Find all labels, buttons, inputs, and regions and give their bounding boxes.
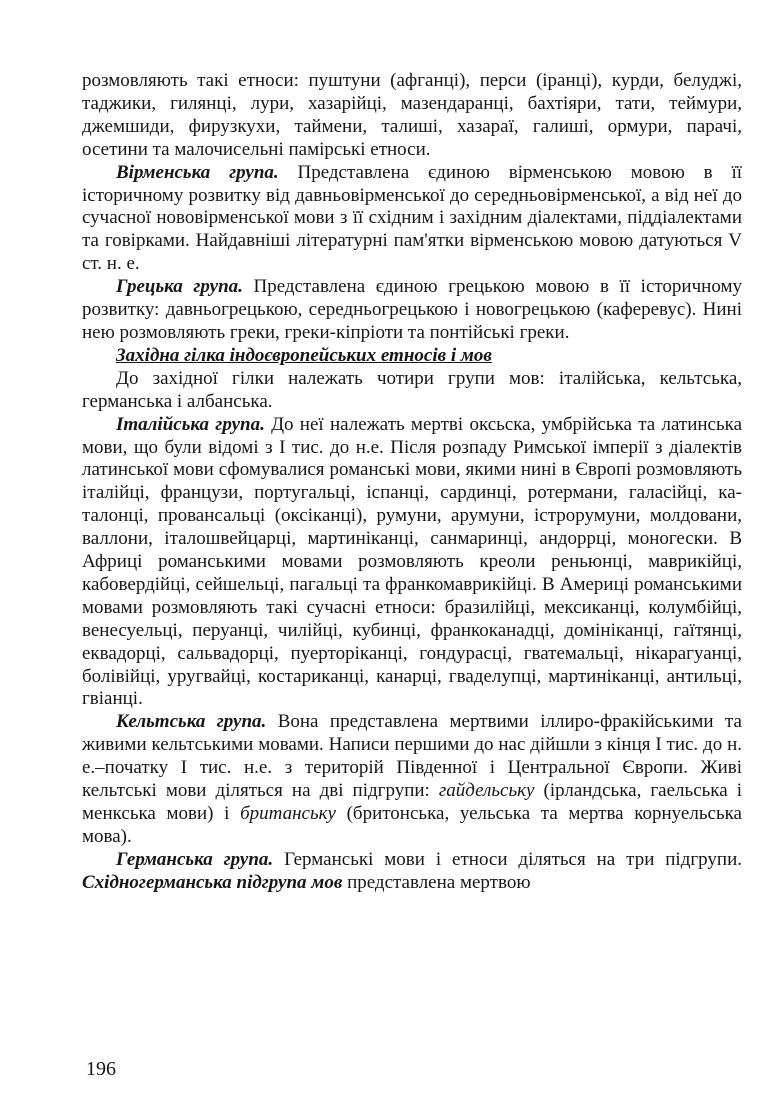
celtic-group-text-3: (бритонська, уельська та мертва корнуельська мова). [82,803,742,847]
italic-group-text: До неї належать мертві оксьска, умбрійська та латинська мови, що були відомі з І тис. до н.е. Після розпаду Римської імперії з діалектів латинської мови сфомувалися романські мови, якими нині в Європі розмовляють італійці, французи, португальці, іспанці, сардинці, ротермани, галасійці, каталонці, провансальці (оксіканці), румуни, арумуни, істрорумуни, молдовани, валлони, італошвейцарці, мартиніканці, санмаринці, андоррці, моногески. В Африці романськими мовами розмовляють креоли реньюнці, маврикійці, кабовердійці, сейшельці, пагальці та франкомаврикійці. В Америці романськими мовами розмовляють такі сучасні етноси: бразилійці, мексиканці, колумбійці, венесуельці, перуанці, чилійці, кубинці, франкоканадці, домініканці, гаїтянці, еквадорці, сальвадорці, пуерторіканці, гондурасці, гватемальці, нікарагуанці, болівійці, уругвайці, костариканці, канарці, гваделупці, мартиніканці, антильці, гвіанці. [82,413,742,710]
paragraph-celtic-group [82,711,742,848]
germanic-group-text: Германські мови і етноси діляться на три підгрупи. [273,848,743,870]
paragraph-western-intro: До західної гілки належать чотири групи мов: італійська, кельтська, германська і албанська. [82,367,742,412]
germanic-group-title: Германська група. [116,848,274,870]
paragraph-armenian-group [82,162,742,277]
germanic-group-text-2: представлена мертвою [342,871,531,893]
greek-group-text: Представлена єдиною грецькою мовою в її історичному розвитку: давньогрецькою, середньогрецькою і новогрецькою (каферевус). Нині нею розмовляють греки, греки-кіпріоти та понтійські греки. [82,276,742,343]
paragraph-greek-group [82,276,742,345]
paragraph-germanic-group [82,849,742,895]
page-body [82,70,742,895]
celtic-gaelic-term: гайдельську [438,780,535,802]
germanic-east-subgroup-term: Східногерманська підгрупа мов [82,871,343,893]
section-heading-western-branch: Західна гілка індоєвропейських етносів і мов [116,344,492,366]
paragraph-iranian-peoples: розмовляють такі етноси: пуштуни (афганці), перси (іранці), курди, белуджі, таджики, гилянці, лури, хазарійці, мазендаранці, бахтіяри, тати, теймури, джемшиди, фирузкухи, таймени, талиші, хазараї, галиші, ормури, парачі, осетини та малочисельні памірські етноси. [82,70,742,160]
celtic-group-text-2: (ірландська, гаельська і менкська мови) і [82,780,743,824]
armenian-group-text: Представлена єдиною вірменською мовою в її історичному розвитку від давньовірменської до середньовірменської, а від неї до сучасної нововірменської мови з її східним і західним діалектами, піддіалектами та говірками. Найдавніші літературні пам'ятки вірменською мовою датуються V ст. н. е. [82,161,742,275]
celtic-group-text: Вона представлена мертвими іллиро-фракійськими та живими кельтськими мовами. Написи першими до нас дійшли з кінця І тис. до н. е.–початку І тис. н.е. з територій Південної і Центральної Європи. Живі кельтські мови діляться на дві підгрупи: [82,711,742,802]
armenian-group-title: Вірменська група. [116,161,279,183]
paragraph-italic-group [82,414,742,712]
celtic-group-title: Кельтська група. [116,711,267,733]
greek-group-title: Грецька група. [116,276,243,298]
celtic-brittonic-term: британську [240,803,336,824]
italic-group-title: Італійська група. [116,413,265,435]
page-number: 196 [86,1058,116,1080]
